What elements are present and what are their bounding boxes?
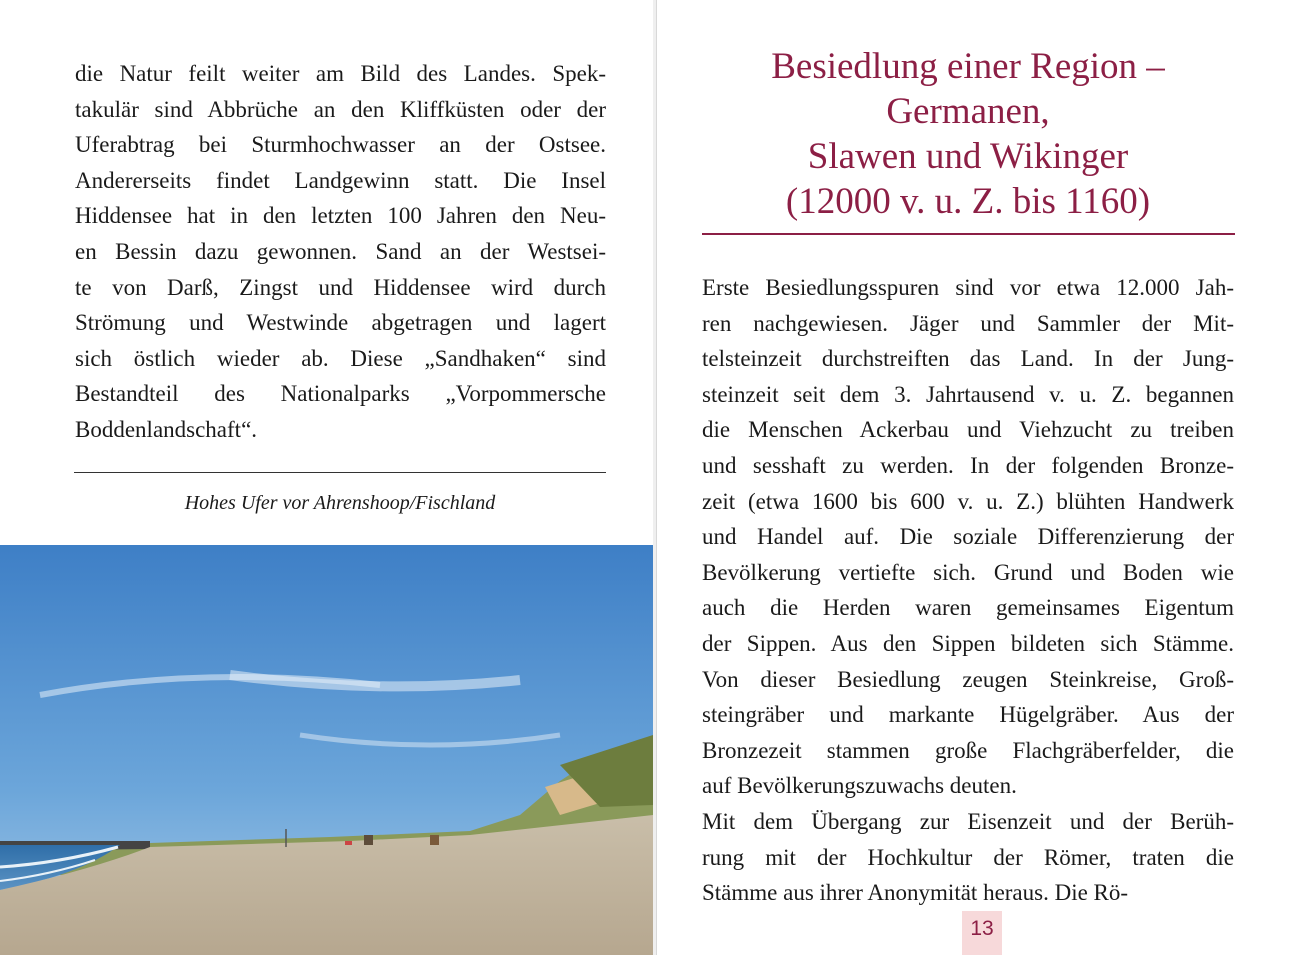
text-line: te von Darß, Zingst und Hiddensee wird durch — [75, 274, 606, 300]
chapter-title-line: Germanen, — [886, 91, 1050, 132]
photo-caption: Hohes Ufer vor Ahrenshoop/Fischland — [184, 492, 496, 514]
chapter-title — [702, 44, 1234, 224]
text-line: telsteinzeit durchstreiften das Land. In der Jung- — [702, 346, 1234, 372]
text-line: takulär sind Abbrüche an den Kliffküsten oder der — [75, 96, 606, 122]
text-line: Stämme aus ihrer Anonymität heraus. Die Rö- — [702, 880, 1129, 906]
paragraph-2 — [702, 804, 1234, 911]
text-line: en Bessin dazu gewonnen. Sand an der Westsei- — [75, 238, 606, 264]
chapter-title-line: Besiedlung einer Region – — [771, 46, 1165, 87]
text-line: Mit dem Übergang zur Eisenzeit und der Berüh- — [702, 808, 1234, 834]
right-body-text — [702, 270, 1234, 911]
text-line: Bevölkerung vertiefte sich. Grund und Boden wie — [702, 559, 1234, 585]
text-line: ren nachgewiesen. Jäger und Sammler der Mit- — [702, 310, 1234, 336]
chapter-title-line: Slawen und Wikinger — [807, 136, 1129, 177]
text-line: steinzeit seit dem 3. Jahrtausend v. u. Z. begannen — [702, 381, 1234, 407]
text-line: steingräber und markante Hügelgräber. Aus der — [702, 702, 1234, 728]
text-line: Erste Besiedlungsspuren sind vor etwa 12.000 Jah- — [702, 275, 1234, 300]
chapter-title-line: (12000 v. u. Z. bis 1160) — [785, 181, 1151, 222]
text-line: rung mit der Hochkultur der Römer, traten die — [702, 844, 1234, 870]
text-line: Bronzezeit stammen große Flachgräberfelder, die — [702, 737, 1234, 763]
text-line: Uferabtrag bei Sturmhochwasser an der Ostsee. — [75, 132, 606, 158]
text-line: sich östlich wieder ab. Diese „Sandhaken“ sind — [75, 345, 606, 371]
page-number: 13 — [962, 911, 1002, 955]
caption-divider — [74, 472, 606, 473]
text-line: Von dieser Besiedlung zeugen Steinkreise, Groß- — [702, 666, 1234, 692]
text-line: die Menschen Ackerbau und Viehzucht zu treiben — [702, 417, 1234, 443]
beach-photo — [0, 545, 653, 955]
text-line: auf Bevölkerungszuwachs deuten. — [702, 773, 1017, 799]
text-line: die Natur feilt weiter am Bild des Landes. Spek- — [75, 61, 606, 86]
text-line: der Sippen. Aus den Sippen bildeten sich Stämme. — [702, 630, 1234, 656]
left-body-text — [75, 56, 606, 448]
title-divider — [702, 233, 1235, 235]
paragraph-1 — [702, 270, 1234, 804]
text-line: auch die Herden waren gemeinsames Eigentum — [702, 595, 1234, 621]
text-line: und sesshaft zu werden. In der folgenden Bronze- — [702, 452, 1234, 478]
text-line: Andererseits findet Landgewinn statt. Die Insel — [75, 167, 606, 193]
text-line: Boddenlandschaft“. — [75, 416, 258, 442]
text-line: Bestandteil des Nationalparks „Vorpommersche — [75, 381, 606, 407]
beach-photo-illustration — [0, 545, 653, 955]
text-line: Strömung und Westwinde abgetragen und lagert — [75, 310, 606, 336]
text-line: Hiddensee hat in den letzten 100 Jahren den Neu- — [75, 203, 606, 229]
text-line: und Handel auf. Die soziale Differenzierung der — [702, 524, 1234, 550]
text-line: zeit (etwa 1600 bis 600 v. u. Z.) blühten Handwerk — [702, 488, 1234, 514]
